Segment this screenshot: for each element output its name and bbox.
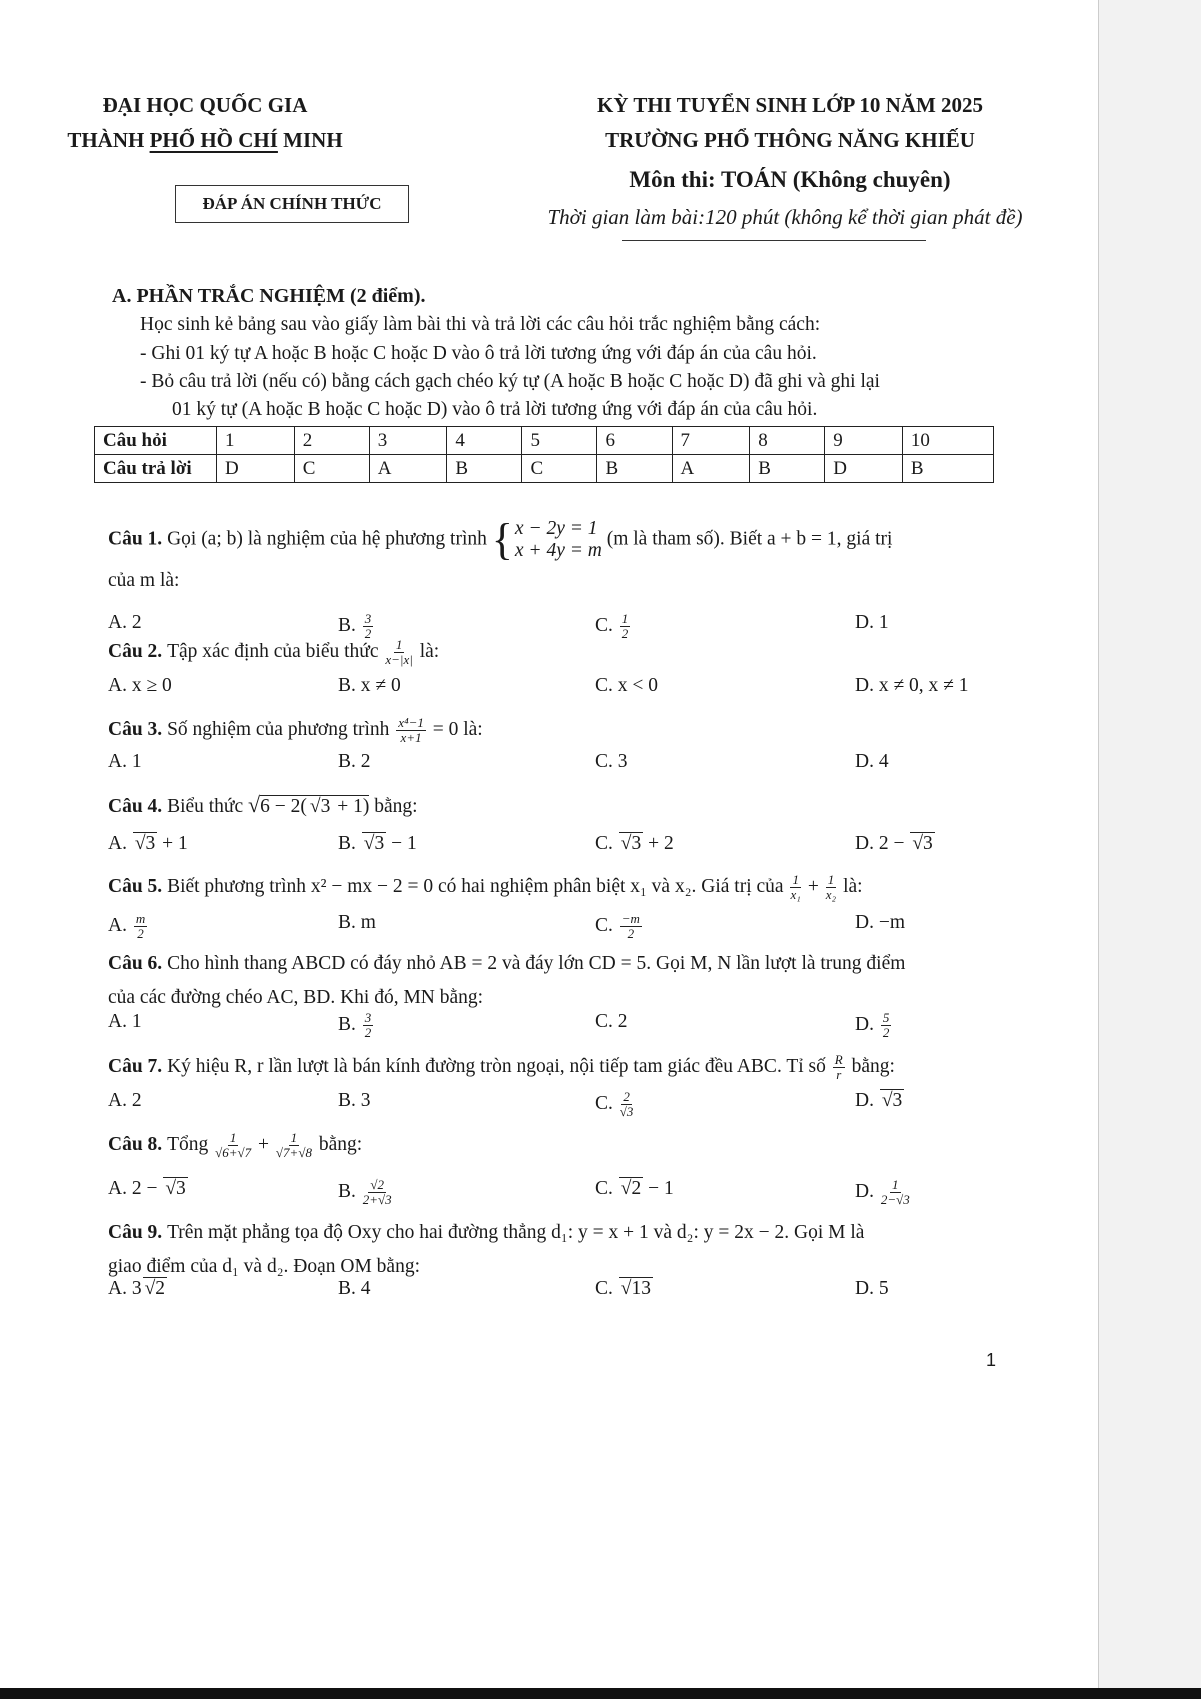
square-root: √ 3 (362, 832, 386, 854)
instruction-2: - Bỏ câu trả lời (nếu có) bằng cách gạch chéo ký tự (A hoặc B hoặc C hoặc D) đã ghi và ghi lại (140, 371, 880, 392)
option (855, 1278, 889, 1300)
option (855, 612, 889, 634)
question-stem-cont (108, 983, 1008, 1013)
option (855, 1178, 912, 1207)
text: C. (595, 1278, 618, 1299)
question-label: Câu 8. (108, 1134, 168, 1155)
text: A. 1 (108, 1011, 142, 1032)
answer-cell: C (522, 455, 597, 483)
section-a-intro: Học sinh kẻ bảng sau vào giấy làm bài thi và trả lời các câu hỏi trắc nghiệm bằng cách: (140, 314, 821, 335)
equations (515, 518, 602, 562)
text: B. 3 (338, 1090, 371, 1111)
question-number: 5 (522, 427, 597, 455)
radical (248, 790, 369, 822)
square-root: √ 3 (619, 832, 643, 854)
city-name (0, 128, 410, 153)
question-label: Câu 3. (108, 719, 168, 740)
option (338, 675, 401, 697)
question-number: 6 (597, 427, 672, 455)
text: A. (108, 914, 132, 936)
text: A. 3 (108, 1278, 142, 1299)
denominator: x+1 (400, 730, 422, 746)
option (108, 1178, 188, 1200)
text: D. 1 (855, 612, 889, 633)
question (108, 1130, 1008, 1207)
page-number: 1 (986, 1350, 997, 1370)
text: C. x < 0 (595, 675, 659, 696)
denominator: √7+√8 (275, 1145, 312, 1161)
text: D. 4 (855, 751, 889, 772)
text: − 1 (386, 833, 417, 854)
answer-cell: A (369, 455, 447, 483)
denominator: √3 (619, 1104, 634, 1119)
equation-system (491, 515, 602, 564)
square-root: √ 3 (880, 1089, 904, 1111)
text: A. 1 (108, 751, 142, 772)
text: C. 2 (595, 1011, 628, 1032)
option (338, 833, 417, 855)
question (108, 790, 1008, 854)
option (108, 1278, 167, 1300)
city-underlined: PHỐ HỒ CHÍ (149, 128, 278, 152)
row-label: Câu hỏi (95, 427, 217, 455)
text: Số nghiệm của phương trình (167, 719, 395, 740)
numerator: 1 (892, 1177, 899, 1192)
text: B. x ≠ 0 (338, 675, 401, 696)
numerator: 1 (395, 637, 403, 653)
text: A. 2 (108, 1090, 142, 1111)
question-number: 4 (447, 427, 522, 455)
numerator: 1 (621, 611, 629, 626)
question-label: Câu 4. (108, 796, 168, 817)
text: (m là tham số). Biết a + b = 1, giá trị (601, 528, 893, 550)
time-underline (622, 240, 926, 241)
numerator: m (135, 911, 146, 926)
text: B. (338, 1180, 361, 1202)
text: C. (595, 833, 618, 854)
question (108, 1218, 1008, 1299)
numerator: 3 (364, 611, 372, 626)
text: B. (338, 614, 361, 636)
page-edge (1098, 0, 1201, 1699)
square-root: √ 3 (910, 832, 934, 854)
text: C. (595, 914, 618, 936)
text: B. (338, 1013, 361, 1035)
question-stem (108, 790, 1008, 822)
text: + (253, 1134, 274, 1155)
numerator: x⁴−1 (398, 715, 424, 731)
denominator: 2 (364, 1025, 372, 1040)
option (338, 1278, 371, 1300)
official-answer-badge: ĐÁP ÁN CHÍNH THỨC (175, 185, 409, 223)
text: Cho hình thang ABCD có đáy nhỏ AB = 2 và đáy lớn CD = 5. Gọi M, N lần lượt là trung điểm (167, 953, 906, 974)
text: D. 2 − (855, 833, 910, 854)
text: Biểu thức (167, 796, 249, 817)
denominator: r (836, 1067, 842, 1083)
question-row (95, 427, 994, 455)
text: + 2 (643, 833, 674, 854)
answer-cell: B (902, 455, 993, 483)
numerator: 1 (290, 1130, 298, 1146)
text: D. (855, 1180, 879, 1202)
question (108, 637, 1008, 696)
text: D. (855, 1013, 879, 1035)
numerator: R (834, 1052, 843, 1068)
question-label: Câu 9. (108, 1222, 168, 1243)
text: C. 3 (595, 751, 628, 772)
instruction-1: - Ghi 01 ký tự A hoặc B hoặc C hoặc D vào ô trả lời tương ứng với đáp án của câu hỏi. (140, 343, 817, 364)
section-a-title: A. PHẦN TRẮC NGHIỆM (2 điểm). (112, 285, 426, 307)
fraction (215, 1131, 251, 1160)
option (855, 751, 889, 773)
denominator: 2 (882, 1025, 890, 1040)
option (595, 1090, 635, 1119)
text: A. x ≥ 0 (108, 675, 172, 696)
city-suffix: MINH (277, 128, 343, 152)
question (108, 715, 1008, 772)
text: D. 5 (855, 1278, 889, 1299)
denominator: √6+√7 (215, 1145, 252, 1161)
numerator: 1 (229, 1130, 237, 1146)
answer-cell: B (750, 455, 825, 483)
question-label: Câu 2. (108, 641, 168, 662)
text: = 0 là: (427, 719, 483, 740)
text: Ký hiệu R, r lần lượt là bán kính đường tròn ngoại, nội tiếp tam giác đều ABC. Tỉ số (167, 1056, 831, 1077)
option (338, 751, 371, 773)
text: 6 − 2( (260, 796, 307, 817)
option (108, 612, 142, 634)
exam-title: KỲ THI TUYỂN SINH LỚP 10 NĂM 2025 (596, 93, 984, 117)
fraction (620, 1090, 634, 1119)
fraction (833, 1053, 845, 1082)
question (108, 1052, 1008, 1119)
text: C. (595, 1092, 618, 1114)
question-stem (108, 637, 1008, 667)
question-label: Câu 7. (108, 1056, 168, 1077)
denominator: 2 (137, 926, 144, 941)
option (855, 1011, 893, 1040)
text: Trên mặt phẳng tọa độ Oxy cho hai đường thẳng d₁: y = x + 1 và d₂: y = 2x − 2. Gọi M là (167, 1222, 865, 1243)
answer-cell: B (447, 455, 522, 483)
text: B. (338, 833, 361, 854)
text: A. (108, 833, 132, 854)
option (338, 1090, 371, 1112)
denominator: 2+√3 (362, 1192, 392, 1207)
option (108, 833, 188, 855)
text: Tập xác định của biểu thức (167, 641, 384, 662)
answer-cell: B (597, 455, 672, 483)
answer-row (95, 455, 994, 483)
denominator: x₁ (790, 887, 801, 903)
text: A. 2 (108, 612, 142, 633)
option (595, 1011, 628, 1033)
option (855, 1090, 904, 1112)
text: C. (595, 614, 618, 636)
question (108, 949, 1008, 1040)
option (595, 1278, 653, 1300)
text: + 1) (332, 796, 370, 817)
text: của m là: (108, 570, 180, 591)
option (108, 675, 172, 697)
text: bằng: (369, 796, 418, 817)
square-root: √ 2 (143, 1277, 167, 1299)
fraction (134, 912, 147, 941)
fraction (790, 873, 801, 902)
question-stem (108, 1218, 1008, 1248)
text: − 1 (643, 1178, 674, 1199)
city-prefix: THÀNH (67, 128, 150, 152)
question-label: Câu 6. (108, 953, 168, 974)
text: bằng: (846, 1056, 895, 1077)
option (595, 912, 644, 941)
question-stem-cont (108, 566, 1008, 596)
text: bằng: (313, 1134, 363, 1155)
option (855, 675, 969, 697)
text: C. (595, 1178, 618, 1199)
question-stem (108, 872, 1008, 902)
option (595, 675, 658, 697)
text: Biết phương trình x² − mx − 2 = 0 có hai nghiệm phân biệt x₁ và x₂. Giá trị của (167, 876, 789, 897)
radical-sign-icon: √ (248, 792, 261, 817)
fraction (881, 1011, 892, 1040)
question-number: 10 (902, 427, 993, 455)
bottom-bar (0, 1688, 1201, 1699)
fraction (276, 1131, 312, 1160)
option (108, 751, 142, 773)
text: D. (855, 1090, 879, 1111)
row-label: Câu trả lời (95, 455, 217, 483)
text: Gọi (a; b) là nghiệm của hệ phương trình (167, 528, 492, 550)
text: giao điểm của d₁ và d₂. Đoạn OM bằng: (108, 1256, 420, 1277)
option (108, 1011, 142, 1033)
text: D. −m (855, 912, 905, 933)
question-number: 3 (369, 427, 447, 455)
square-root: √ 3 (133, 832, 157, 854)
option (108, 912, 149, 941)
question-stem (108, 715, 1008, 745)
fraction (826, 873, 837, 902)
question-number: 9 (825, 427, 903, 455)
fraction (881, 1178, 910, 1207)
denominator: x₂ (825, 887, 837, 903)
question-stem (108, 1052, 1008, 1082)
answer-cell: A (672, 455, 750, 483)
fraction (363, 1178, 392, 1207)
text: B. m (338, 912, 376, 933)
numerator: 1 (827, 872, 835, 888)
denominator: x−|x| (385, 652, 413, 668)
equation: x + 4y = m (514, 540, 602, 561)
instruction-2-cont: 01 ký tự (A hoặc B hoặc C hoặc D) vào ô trả lời tương ứng với đáp án của câu hỏi. (172, 399, 818, 420)
text: của các đường chéo AC, BD. Khi đó, MN bằng: (108, 987, 484, 1008)
question (108, 872, 1008, 941)
fraction (385, 638, 412, 667)
question-label: Câu 5. (108, 876, 168, 897)
question-number: 7 (672, 427, 750, 455)
option (855, 912, 905, 934)
denominator: 2 (364, 626, 372, 641)
text: A. 2 − (108, 1178, 163, 1199)
text: + 1 (157, 833, 188, 854)
subject: Môn thi: TOÁN (Không chuyên) (629, 167, 951, 192)
fraction (396, 716, 426, 745)
numerator: 2 (623, 1089, 630, 1104)
university-name: ĐẠI HỌC QUỐC GIA (102, 93, 308, 117)
brace-icon: { (491, 515, 513, 564)
numerator: 3 (364, 1010, 372, 1025)
text: Tổng (167, 1134, 214, 1155)
answer-table (94, 426, 994, 483)
question-stem (108, 949, 1008, 979)
square-root: √ 2 (619, 1177, 643, 1199)
radicand (260, 795, 369, 817)
denominator: 2 (627, 926, 635, 941)
question-stem (108, 515, 1008, 564)
denominator: 2 (621, 626, 629, 641)
exam-time: Thời gian làm bài:120 phút (không kể thời gian phát đề) (547, 205, 1023, 229)
fraction (620, 912, 642, 941)
numerator: 1 (792, 872, 799, 888)
text: B. 4 (338, 1278, 371, 1299)
question-stem (108, 1130, 1008, 1160)
square-root: √ 3 (163, 1177, 187, 1199)
question-label: Câu 1. (108, 528, 168, 550)
school-name: TRƯỜNG PHỔ THÔNG NĂNG KHIẾU (605, 128, 975, 152)
answer-cell: D (825, 455, 903, 483)
question-number: 8 (750, 427, 825, 455)
option (855, 833, 935, 855)
option (595, 833, 674, 855)
denominator: 2−√3 (880, 1192, 910, 1207)
answer-cell: D (217, 455, 295, 483)
option (338, 1011, 375, 1040)
question-number: 2 (294, 427, 369, 455)
square-root: √ 13 (619, 1277, 653, 1299)
text: là: (414, 641, 440, 662)
text: D. x ≠ 0, x ≠ 1 (855, 675, 969, 696)
equation: x − 2y = 1 (514, 518, 598, 539)
answer-cell: C (294, 455, 369, 483)
text: B. 2 (338, 751, 371, 772)
numerator: 5 (882, 1010, 890, 1025)
option (595, 751, 628, 773)
option (595, 1178, 674, 1200)
question-number: 1 (217, 427, 295, 455)
fraction (363, 1011, 374, 1040)
numerator: √2 (370, 1177, 385, 1192)
option (338, 1178, 394, 1207)
question (108, 515, 1008, 641)
option (108, 1090, 142, 1112)
numerator: −m (621, 911, 640, 926)
text: là: (838, 876, 863, 897)
option (338, 912, 376, 934)
text: + (802, 876, 824, 897)
square-root: √ 3 (308, 795, 332, 817)
